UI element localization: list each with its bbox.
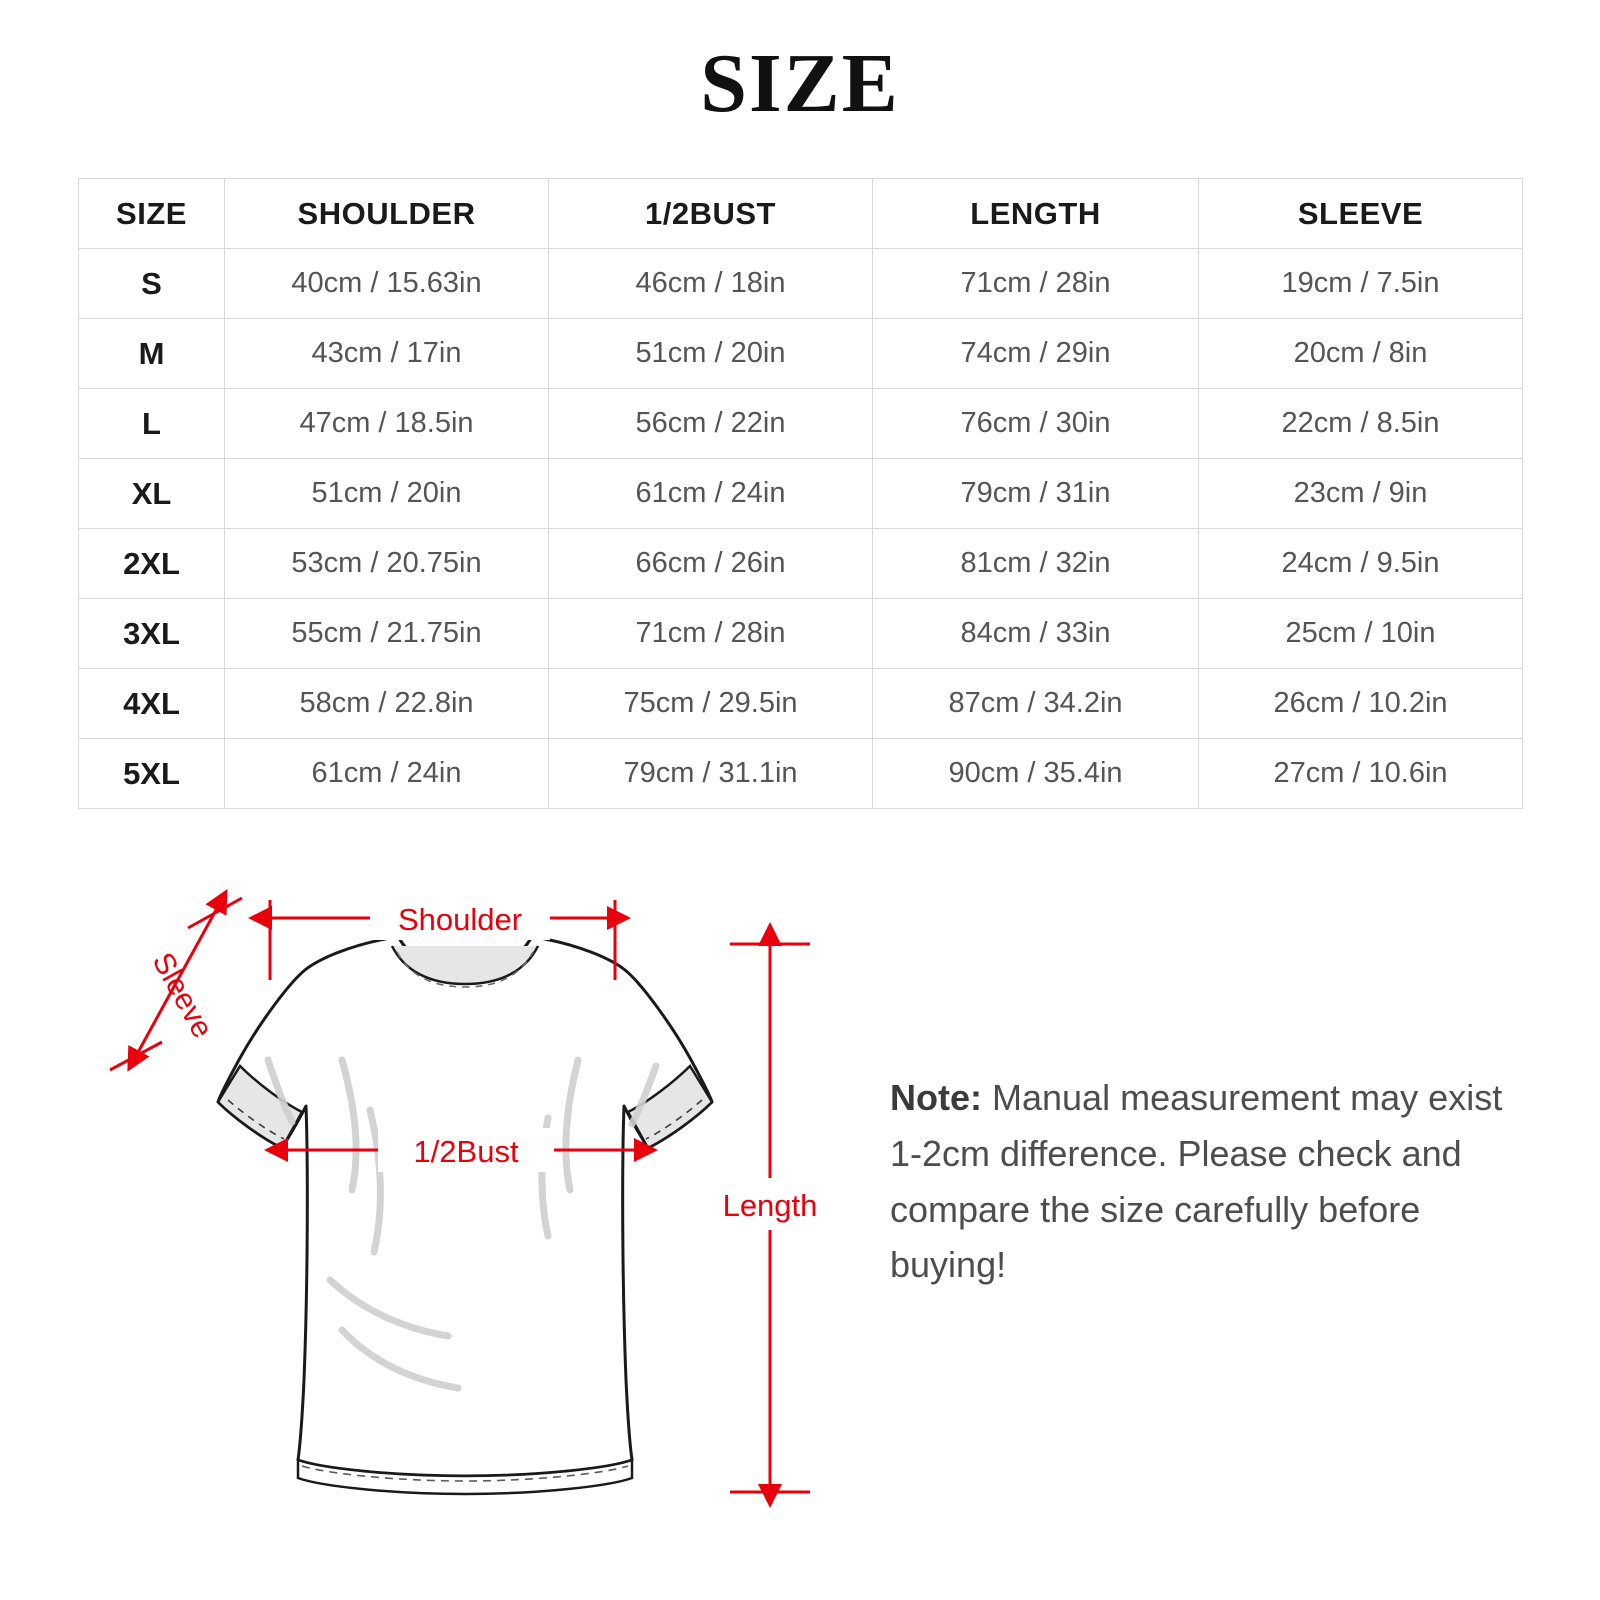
table-header-row: [79, 179, 1523, 249]
cell-size: 2XL: [79, 529, 225, 599]
table-row: [79, 669, 1523, 739]
cell-size: S: [79, 249, 225, 319]
cell-length: 90cm / 35.4in: [873, 739, 1199, 809]
cell-shoulder: 40cm / 15.63in: [225, 249, 549, 319]
measurement-diagram: [70, 860, 860, 1560]
cell-shoulder: 43cm / 17in: [225, 319, 549, 389]
cell-bust: 46cm / 18in: [549, 249, 873, 319]
cell-bust: 71cm / 28in: [549, 599, 873, 669]
cell-size: L: [79, 389, 225, 459]
table-row: [79, 599, 1523, 669]
cell-size: 5XL: [79, 739, 225, 809]
table-row: [79, 739, 1523, 809]
cell-sleeve: 24cm / 9.5in: [1199, 529, 1523, 599]
cell-bust: 61cm / 24in: [549, 459, 873, 529]
cell-sleeve: 27cm / 10.6in: [1199, 739, 1523, 809]
cell-length: 74cm / 29in: [873, 319, 1199, 389]
cell-sleeve: 26cm / 10.2in: [1199, 669, 1523, 739]
note-text: Manual measurement may exist 1-2cm difference. Please check and compare the size carefully before buying!: [890, 1077, 1503, 1286]
column-header-sleeve: SLEEVE: [1199, 179, 1523, 249]
cell-shoulder: 58cm / 22.8in: [225, 669, 549, 739]
cell-shoulder: 55cm / 21.75in: [225, 599, 549, 669]
cell-bust: 51cm / 20in: [549, 319, 873, 389]
cell-length: 76cm / 30in: [873, 389, 1199, 459]
tshirt-illustration: [218, 936, 712, 1494]
table-row: [79, 389, 1523, 459]
shoulder-label: Shoulder: [397, 902, 523, 937]
cell-bust: 75cm / 29.5in: [549, 669, 873, 739]
cell-sleeve: 25cm / 10in: [1199, 599, 1523, 669]
cell-sleeve: 19cm / 7.5in: [1199, 249, 1523, 319]
cell-length: 81cm / 32in: [873, 529, 1199, 599]
cell-sleeve: 20cm / 8in: [1199, 319, 1523, 389]
table-row: [79, 249, 1523, 319]
cell-shoulder: 47cm / 18.5in: [225, 389, 549, 459]
length-label: Length: [722, 1188, 818, 1223]
column-header-shoulder: SHOULDER: [225, 179, 549, 249]
cell-bust: 66cm / 26in: [549, 529, 873, 599]
column-header-bust: 1/2BUST: [549, 179, 873, 249]
column-header-length: LENGTH: [873, 179, 1199, 249]
note-label: Note:: [890, 1077, 982, 1118]
sleeve-label: Sleeve: [145, 947, 219, 1044]
table-row: [79, 319, 1523, 389]
size-table: [78, 178, 1523, 809]
column-header-size: SIZE: [79, 179, 225, 249]
half-bust-label: 1/2Bust: [413, 1134, 519, 1169]
table-row: [79, 459, 1523, 529]
cell-shoulder: 51cm / 20in: [225, 459, 549, 529]
note-block: [890, 1070, 1530, 1293]
cell-bust: 56cm / 22in: [549, 389, 873, 459]
sleeve-measure: [110, 898, 242, 1070]
cell-length: 79cm / 31in: [873, 459, 1199, 529]
cell-size: M: [79, 319, 225, 389]
length-measure: [722, 944, 818, 1492]
cell-bust: 79cm / 31.1in: [549, 739, 873, 809]
cell-length: 84cm / 33in: [873, 599, 1199, 669]
cell-sleeve: 22cm / 8.5in: [1199, 389, 1523, 459]
cell-size: 3XL: [79, 599, 225, 669]
page-title: SIZE: [700, 37, 900, 130]
cell-length: 71cm / 28in: [873, 249, 1199, 319]
table-row: [79, 529, 1523, 599]
cell-length: 87cm / 34.2in: [873, 669, 1199, 739]
cell-shoulder: 61cm / 24in: [225, 739, 549, 809]
cell-shoulder: 53cm / 20.75in: [225, 529, 549, 599]
cell-sleeve: 23cm / 9in: [1199, 459, 1523, 529]
cell-size: XL: [79, 459, 225, 529]
cell-size: 4XL: [79, 669, 225, 739]
